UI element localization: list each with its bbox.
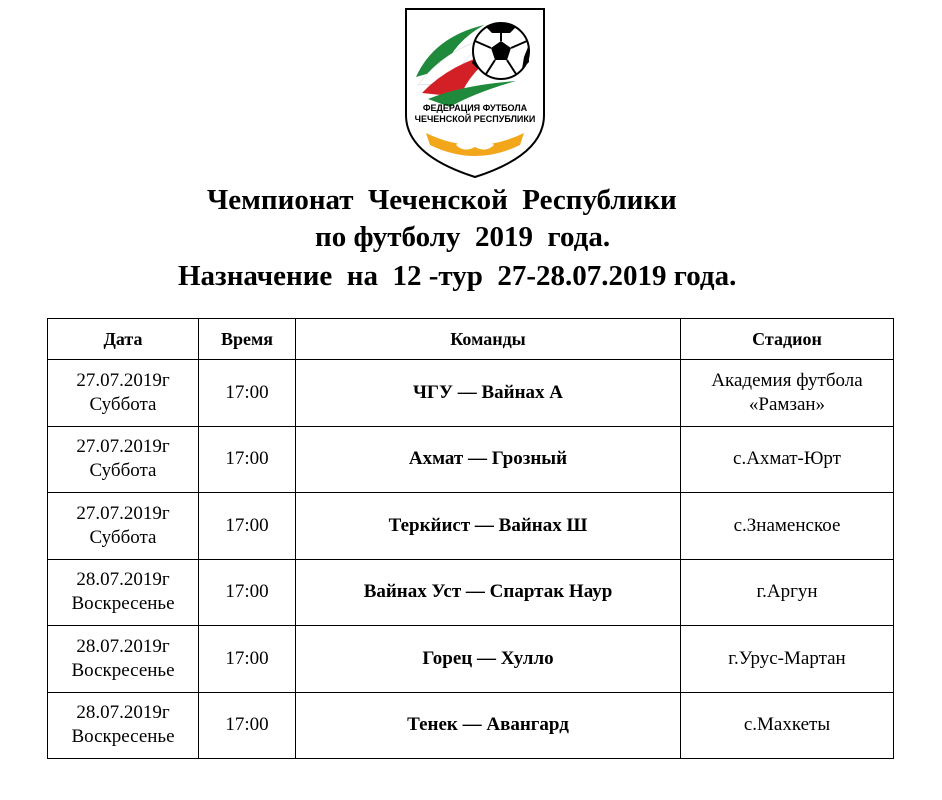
stadium-cell: [681, 493, 894, 560]
teams-cell: Вайнах Уст — Спартак Наур: [296, 559, 681, 626]
stadium-cell: [681, 426, 894, 493]
match-date: 27.07.2019г: [76, 436, 170, 458]
stadium-name-line1: Академия футбола: [711, 369, 863, 391]
stadium-cell: [681, 559, 894, 626]
match-day: Суббота: [89, 460, 157, 482]
column-header-teams: Команды: [296, 319, 681, 360]
match-day: Воскресенье: [71, 593, 175, 615]
time-cell: 17:00: [199, 493, 296, 560]
date-cell: [48, 360, 199, 427]
column-header-date: Дата: [48, 319, 199, 360]
table-row: [48, 559, 894, 626]
stadium-name-line2: «Рамзан»: [748, 393, 826, 415]
match-day: Воскресенье: [71, 659, 175, 681]
table-row: [48, 626, 894, 693]
page-title-line3: Назначение на 12 -тур 27-28.07.2019 года.: [178, 260, 737, 292]
teams-cell: Горец — Хулло: [296, 626, 681, 693]
federation-logo: [404, 7, 546, 179]
match-date: 28.07.2019г: [76, 569, 170, 591]
match-day: Суббота: [89, 526, 157, 548]
column-header-time: Время: [199, 319, 296, 360]
time-cell: 17:00: [199, 692, 296, 759]
stadium-cell: [681, 360, 894, 427]
teams-cell: Тенек — Авангард: [296, 692, 681, 759]
page-title-line1: Чемпионат Чеченской Республики: [207, 184, 677, 216]
logo-text-line2: ЧЕЧЕНСКОЙ РЕСПУБЛИКИ: [414, 114, 536, 124]
date-cell: [48, 493, 199, 560]
teams-cell: Теркйист — Вайнах Ш: [296, 493, 681, 560]
teams-cell: Ахмат — Грозный: [296, 426, 681, 493]
stadium-name: с.Знаменское: [733, 514, 841, 536]
stadium-name: с.Махкеты: [743, 714, 831, 736]
page-title-line2: по футболу 2019 года.: [315, 221, 611, 253]
column-header-stadium: Стадион: [681, 319, 894, 360]
match-schedule-table: [47, 318, 894, 759]
date-cell: [48, 626, 199, 693]
time-cell: 17:00: [199, 426, 296, 493]
date-cell: [48, 559, 199, 626]
match-date: 28.07.2019г: [76, 702, 170, 724]
match-day: Суббота: [89, 393, 157, 415]
date-cell: [48, 426, 199, 493]
time-cell: 17:00: [199, 360, 296, 427]
stadium-name: г.Аргун: [756, 581, 818, 603]
teams-cell: ЧГУ — Вайнах А: [296, 360, 681, 427]
match-date: 27.07.2019г: [76, 502, 170, 524]
stadium-name: г.Урус-Мартан: [728, 647, 846, 669]
match-date: 28.07.2019г: [76, 635, 170, 657]
logo-text-line1: ФЕДЕРАЦИЯ ФУТБОЛА: [422, 103, 528, 113]
table-row: [48, 426, 894, 493]
time-cell: 17:00: [199, 559, 296, 626]
stadium-cell: [681, 626, 894, 693]
stadium-cell: [681, 692, 894, 759]
table-row: [48, 692, 894, 759]
table-header-row: [48, 319, 894, 360]
time-cell: 17:00: [199, 626, 296, 693]
match-day: Воскресенье: [71, 726, 175, 748]
date-cell: [48, 692, 199, 759]
stadium-name: с.Ахмат-Юрт: [733, 448, 841, 470]
soccer-ball-icon: [472, 23, 529, 79]
match-date: 27.07.2019г: [76, 369, 170, 391]
table-row: [48, 360, 894, 427]
table-row: [48, 493, 894, 560]
